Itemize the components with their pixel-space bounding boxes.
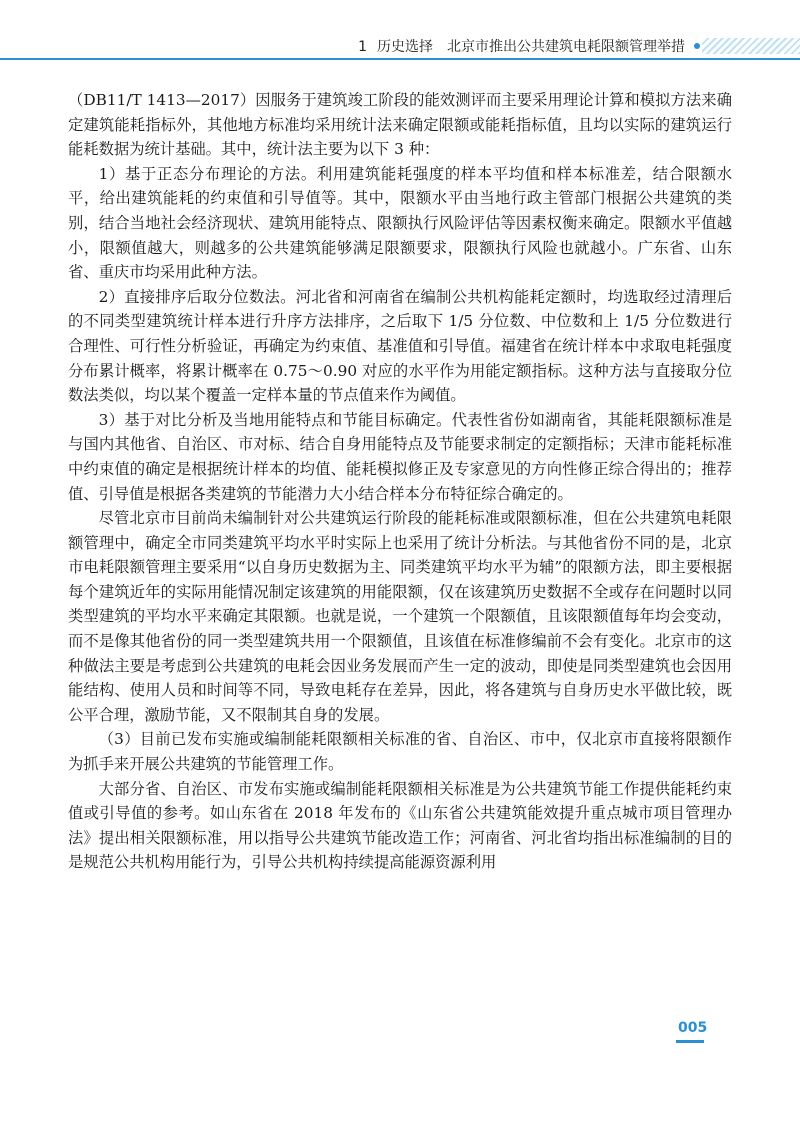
running-header [0, 30, 800, 58]
body-text [68, 88, 732, 875]
section-title: 北京市推出公共建筑电耗限额管理举措 [447, 39, 685, 55]
paragraph: （3）目前已发布实施或编制能耗限额相关标准的省、自治区、市中，仅北京市直接将限额作为抓手来开展公共建筑的节能管理工作。 [68, 730, 732, 774]
paragraph: 2）直接排序后取分位数法。河北省和河南省在编制公共机构能耗定额时，均选取经过清理后的不同类型建筑统计样本进行升序方法排序，之后取下 1/5 分位数、中位数和上 1/5 分位数进行合理性、可行性分析验证，再确定为约束值、基准值和引导值。福建省在统计样本中求取电耗强度分布累计概率，将累计概率在 0.75～0.90 对应的水平作为用能定额指标。这种方法与直接取分位数法类似，均以某个覆盖一定样本量的节点值来作为阈值。 [68, 287, 732, 405]
page-number: 005 [678, 1020, 708, 1036]
page-number-underline [676, 1040, 704, 1043]
header-dot-icon [694, 43, 700, 49]
paragraph: 3）基于对比分析及当地用能特点和节能目标确定。代表性省份如湖南省，其能耗限额标准是与国内其他省、自治区、市对标、结合自身用能特点及节能要求制定的定额指标；天津市能耗标准中约束值的确定是根据统计样本的均值、能耗模拟修正及专家意见的方向性修正综合得出的；推荐值、引导值是根据各类建筑的节能潜力大小结合样本分布特征综合确定的。 [68, 410, 732, 503]
paragraph: 尽管北京市目前尚未编制针对公共建筑运行阶段的能耗标准或限额标准，但在公共建筑电耗限额管理中，确定全市同类建筑平均水平时实际上也采用了统计分析法。与其他省份不同的是，北京市电耗限额管理主要采用“以自身历史数据为主、同类建筑平均水平为辅”的限额方法，即主要根据每个建筑近年的实际用能情况制定该建筑的用能限额，仅在该建筑历史数据不全或存在问题时以同类型建筑的平均水平来确定其限额。也就是说，一个建筑一个限额值，且该限额值每年均会变动，而不是像其他省份的同一类型建筑共用一个限额值，且该值在标准修编前不会有变化。北京市的这种做法主要是考虑到公共建筑的电耗会因业务发展而产生一定的波动，即使是同类型建筑也会因用能结构、使用人员和时间等不同，导致电耗存在差异，因此，将各建筑与自身历史水平做比较，既公平合理，激励节能，又不限制其自身的发展。 [68, 509, 732, 724]
chapter-title: 历史选择 [377, 39, 433, 55]
header-text [358, 36, 685, 56]
chapter-number: 1 [358, 39, 367, 55]
paragraph: 1）基于正态分布理论的方法。利用建筑能耗强度的样本平均值和样本标准差，结合限额水平，给出建筑能耗的约束值和引导值等。其中，限额水平由当地行政主管部门根据公共建筑的类别，结合当地社会经济现状、建筑用能特点、限额执行风险评估等因素权衡来确定。限额水平值越小，限额值越大，则越多的公共建筑能够满足限额要求，限额执行风险也就越小。广东省、山东省、重庆市均采用此种方法。 [68, 164, 732, 282]
header-rule [0, 58, 800, 60]
paragraph: （DB11/T 1413—2017）因服务于建筑竣工阶段的能效测评而主要采用理论计算和模拟方法来确定建筑能耗指标外，其他地方标准均采用统计法来确定限额或能耗指标值，且均以实际的建筑运行能耗数据为统计基础。其中，统计法主要为以下 3 种： [68, 91, 732, 159]
paragraph: 大部分省、自治区、市发布实施或编制能耗限额相关标准是为公共建筑节能工作提供能耗约束值或引导值的参考。如山东省在 2018 年发布的《山东省公共建筑能效提升重点城市项目管理办法》提出相关限额标准，用以指导公共建筑节能改造工作；河南省、河北省均指出标准编制的目的是规范公共机构用能行为，引导公共机构持续提高能源资源利用 [68, 779, 732, 872]
header-hatch-decoration [702, 38, 800, 54]
